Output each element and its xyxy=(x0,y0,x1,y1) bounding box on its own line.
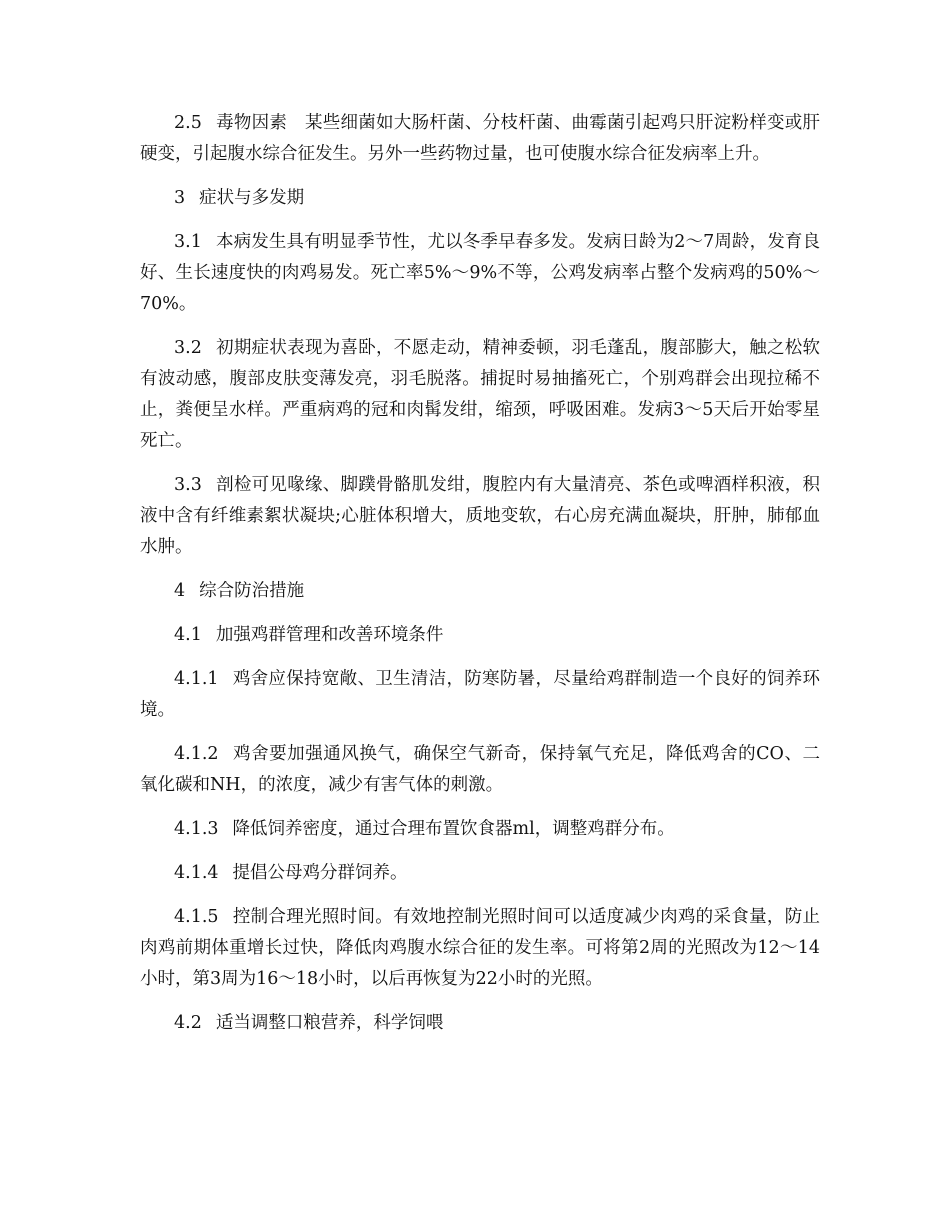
section-number: 3.2 xyxy=(174,338,202,358)
section-number: 2.5 xyxy=(174,113,202,133)
paragraph-text: 鸡舍要加强通风换气，确保空气新奇，保持氧气充足，降低鸡舍的CO、二氧化碳和NH，的浓度，减少有害气体的刺激。 xyxy=(140,744,820,795)
heading-4 xyxy=(140,576,820,607)
paragraph-text: 毒物因素 某些细菌如大肠杆菌、分枝杆菌、曲霉菌引起鸡只肝淀粉样变或肝硬变，引起腹水综合征发生。另外一些药物过量，也可使腹水综合征发病率上升。 xyxy=(140,113,820,164)
heading-4-2 xyxy=(140,1008,820,1039)
paragraph-2-5 xyxy=(140,108,820,170)
paragraph-4-1-5 xyxy=(140,902,820,995)
heading-3 xyxy=(140,183,820,214)
heading-4-1 xyxy=(140,620,820,651)
section-number: 4.1.4 xyxy=(174,863,219,883)
paragraph-3-1 xyxy=(140,227,820,320)
paragraph-text: 鸡舍应保持宽敞、卫生清洁，防寒防暑，尽量给鸡群制造一个良好的饲养环境。 xyxy=(140,669,820,720)
paragraph-text: 本病发生具有明显季节性，尤以冬季早春多发。发病日龄为2～7周龄，发育良好、生长速度快的肉鸡易发。死亡率5%～9%不等，公鸡发病率占整个发病鸡的50%～70%。 xyxy=(140,232,820,314)
document-body xyxy=(140,108,820,1052)
paragraph-4-1-1 xyxy=(140,664,820,726)
paragraph-4-1-4 xyxy=(140,858,820,889)
heading-text: 症状与多发期 xyxy=(199,188,305,208)
paragraph-4-1-2 xyxy=(140,739,820,801)
heading-text: 加强鸡群管理和改善环境条件 xyxy=(215,625,444,645)
section-number: 4 xyxy=(174,581,186,601)
section-number: 4.2 xyxy=(174,1013,202,1033)
section-number: 3.1 xyxy=(174,232,202,252)
heading-text: 综合防治措施 xyxy=(199,581,305,601)
paragraph-text: 初期症状表现为喜卧，不愿走动，精神委顿，羽毛蓬乱，腹部膨大，触之松软有波动感，腹部皮肤变薄发亮，羽毛脱落。捕捉时易抽搐死亡，个别鸡群会出现拉稀不止，粪便呈水样。严重病鸡的冠和肉髯发绀，缩颈，呼吸困难。发病3～5天后开始零星死亡。 xyxy=(140,338,820,451)
paragraph-text: 控制合理光照时间。有效地控制光照时间可以适度减少肉鸡的采食量，防止肉鸡前期体重增长过快，降低肉鸡腹水综合征的发生率。可将第2周的光照改为12～14小时，第3周为16～18小时，以后再恢复为22小时的光照。 xyxy=(140,907,820,989)
paragraph-text: 降低饲养密度，通过合理布置饮食器ml，调整鸡群分布。 xyxy=(232,819,675,839)
section-number: 4.1.2 xyxy=(174,744,219,764)
section-number: 4.1.1 xyxy=(174,669,219,689)
section-number: 4.1.3 xyxy=(174,819,219,839)
section-number: 4.1 xyxy=(174,625,202,645)
section-number: 4.1.5 xyxy=(174,907,219,927)
paragraph-4-1-3 xyxy=(140,814,820,845)
paragraph-3-3 xyxy=(140,470,820,563)
section-number: 3 xyxy=(174,188,186,208)
section-number: 3.3 xyxy=(174,475,202,495)
heading-text: 适当调整口粮营养，科学饲喂 xyxy=(215,1013,444,1033)
paragraph-3-2 xyxy=(140,333,820,457)
paragraph-text: 剖检可见喙缘、脚蹼骨骼肌发绀，腹腔内有大量清亮、茶色或啤酒样积液，积液中含有纤维素絮状凝块;心脏体积增大，质地变软，右心房充满血凝块，肝肿，肺郁血水肿。 xyxy=(140,475,820,557)
paragraph-text: 提倡公母鸡分群饲养。 xyxy=(232,863,408,883)
